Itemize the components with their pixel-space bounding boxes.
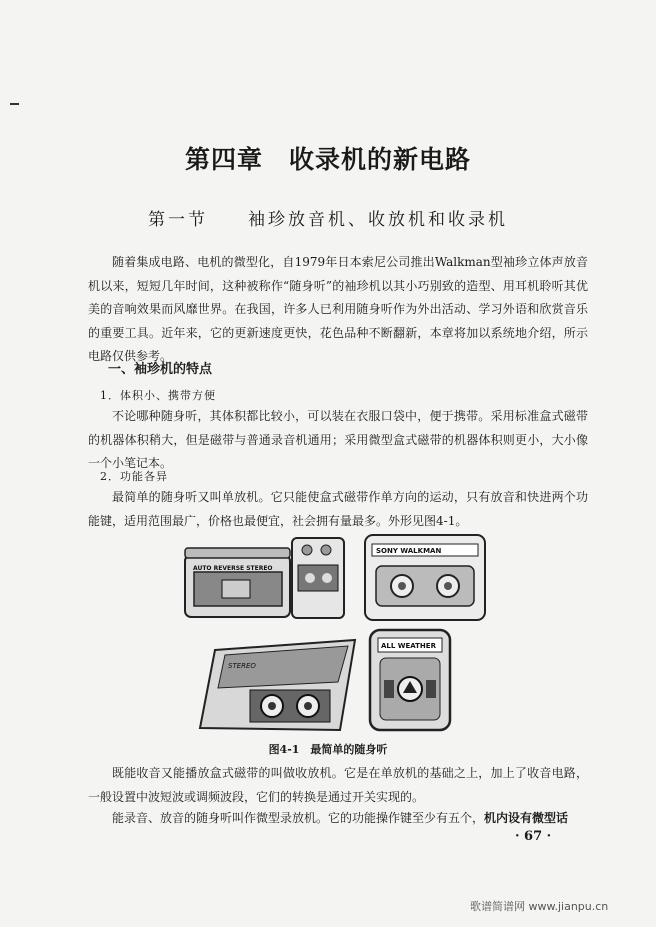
paragraph-recorder-text: 能录音、放音的随身听叫作微型录放机。它的功能操作键至少有五个， xyxy=(112,811,485,825)
svg-text:AUTO REVERSE STEREO: AUTO REVERSE STEREO xyxy=(193,565,273,572)
paragraph-functions: 最简单的随身听又叫单放机。它只能使盒式磁带作单方向的运动，只有放音和快进两个功能键，适用范围最广，价格也最便宜，社会拥有量最多。外形见图4-1。 xyxy=(88,490,588,528)
device-compact xyxy=(292,538,344,618)
figure-caption: 图4-1 最简单的随身听 xyxy=(268,743,388,756)
svg-text:SONY WALKMAN: SONY WALKMAN xyxy=(376,547,442,555)
chapter-title: 第四章 收录机的新电路 xyxy=(184,145,471,174)
subheading-functions: 2．功能各异 xyxy=(100,470,168,483)
intro-paragraph: 随着集成电路、电机的微型化，自1979年日本索尼公司推出Walkman型袖珍立体声放音机以来，短短几年时间，这种被称作“随身听”的袖珍机以其小巧别致的造型、用耳机聆听其优美的音响效果而风靡世界。在我国，许多人已利用随身听作为外出活动、学习外语和欣赏音乐的重要工具。近年来，它的更新速度更快，花色品种不断翻新，本章将加以系统地介绍，所示电路仅供参考。 xyxy=(88,255,588,363)
margin-mark xyxy=(10,103,19,105)
svg-text:ALL WEATHER: ALL WEATHER xyxy=(381,642,436,650)
watermark: 歌谱简谱网 www.jianpu.cn xyxy=(470,900,609,913)
figure-walkman-illustration xyxy=(180,530,500,735)
page-number: · 67 · xyxy=(515,829,552,844)
subheading-size: 1．体积小、携带方便 xyxy=(100,389,216,402)
paragraph-recorder-bold: 机内设有微型话 xyxy=(484,811,569,825)
svg-text:STEREO: STEREO xyxy=(228,662,256,670)
section-title: 第一节 袖珍放音机、收放机和收录机 xyxy=(148,210,508,230)
paragraph-radio-cassette: 既能收音又能播放盒式磁带的叫做收放机。它是在单放机的基础之上，加上了收音电路，一般设置中波短波或调频波段，它们的转换是通过开关实现的。 xyxy=(88,766,588,804)
device-auto-reverse xyxy=(185,548,290,617)
device-all-weather xyxy=(370,630,450,730)
paragraph-size: 不论哪种随身听，其体积都比较小，可以装在衣服口袋中，便于携带。采用标准盒式磁带的机器体积稍大，但是磁带与普通录音机通用；采用微型盒式磁带的机器体积则更小，大小像一个小笔记本。 xyxy=(88,409,588,470)
device-sony-walkman xyxy=(365,535,485,620)
heading-features: 一、袖珍机的特点 xyxy=(108,362,213,377)
device-stereo xyxy=(200,640,355,730)
paragraph-recorder xyxy=(88,807,588,831)
